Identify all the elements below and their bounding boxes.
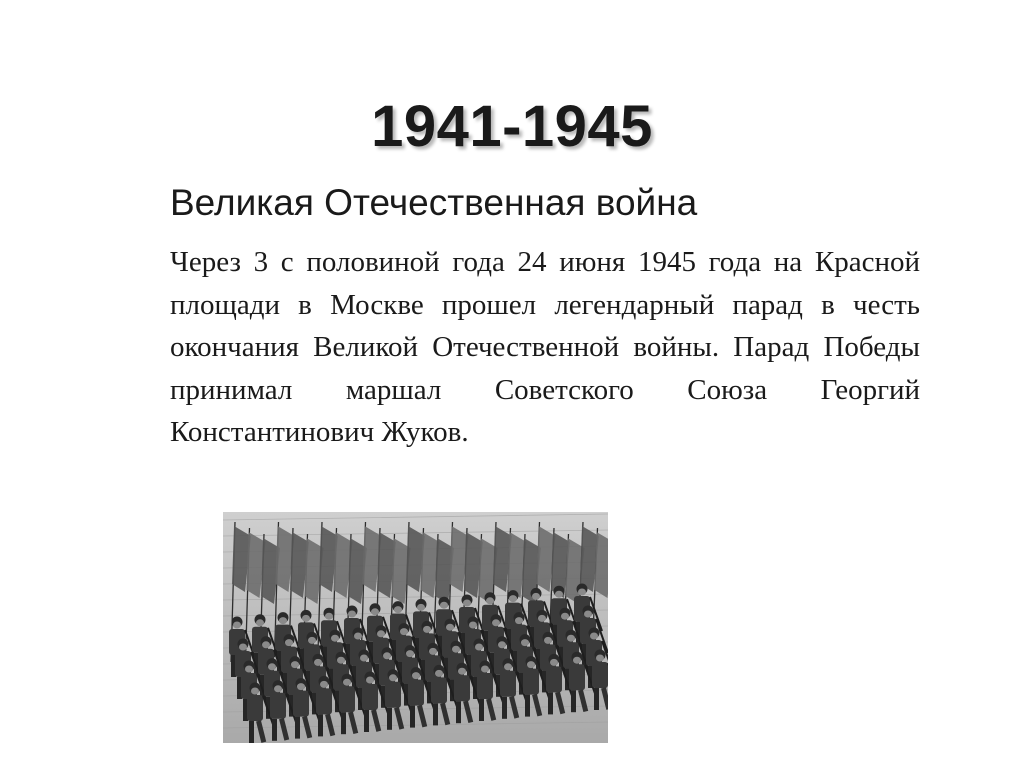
soldier-leg — [548, 692, 553, 714]
soldier-leg — [364, 710, 369, 732]
soldier-face — [239, 644, 247, 651]
slide-subtitle: Великая Отечественная война — [170, 182, 698, 223]
soldier-leg — [341, 712, 346, 734]
soldier-face — [377, 630, 385, 637]
soldier-body — [431, 677, 447, 703]
soldier-body — [500, 671, 516, 697]
soldier-face — [348, 611, 356, 618]
soldier-face — [256, 619, 264, 626]
soldier-face — [383, 652, 391, 659]
soldier-face — [429, 648, 437, 655]
soldier-leg — [387, 708, 392, 730]
soldier-face — [567, 635, 575, 642]
soldier-leg — [433, 703, 438, 725]
soldier-face — [509, 595, 517, 602]
soldier-face — [458, 668, 466, 675]
soldier-face — [550, 659, 558, 666]
soldier-face — [492, 619, 500, 626]
soldier-face — [544, 637, 552, 644]
victory-parade-photo — [223, 512, 608, 743]
soldier-face — [412, 672, 420, 679]
soldier-leg — [295, 717, 300, 739]
soldier-leg — [318, 714, 323, 736]
soldier-leg — [479, 699, 484, 721]
soldier-face — [504, 663, 512, 670]
soldier-face — [435, 670, 443, 677]
soldier-face — [527, 661, 535, 668]
soldier-body — [247, 695, 263, 721]
soldier-face — [262, 641, 270, 648]
soldier-body — [546, 666, 562, 692]
soldier-face — [354, 633, 362, 640]
slide-title: 1941-1945 — [371, 94, 653, 159]
soldier-leg — [272, 719, 277, 741]
soldier-face — [475, 644, 483, 651]
soldier-face — [268, 663, 276, 670]
soldier-face — [463, 600, 471, 607]
soldier-face — [366, 677, 374, 684]
soldier-face — [285, 639, 293, 646]
soldier-face — [481, 666, 489, 673]
soldier-face — [233, 622, 241, 629]
soldier-body — [569, 664, 585, 690]
soldier-face — [389, 674, 397, 681]
soldier-face — [394, 606, 402, 613]
soldier-face — [360, 655, 368, 662]
soldier-face — [561, 613, 569, 620]
soldier-face — [440, 602, 448, 609]
banner-flag — [595, 532, 609, 598]
soldier-face — [279, 617, 287, 624]
soldier-body — [362, 684, 378, 710]
soldier-face — [584, 611, 592, 618]
soldier-face — [314, 659, 322, 666]
soldier-face — [423, 626, 431, 633]
soldier-face — [573, 657, 581, 664]
soldier-body — [454, 675, 470, 701]
soldier-face — [274, 685, 282, 692]
soldier-face — [337, 657, 345, 664]
soldier-body — [408, 680, 424, 706]
soldier-leg — [410, 706, 415, 728]
soldier-leg — [525, 695, 530, 717]
parade-illustration — [223, 512, 608, 743]
soldier-face — [302, 615, 310, 622]
soldier-face — [417, 604, 425, 611]
soldier-body — [316, 688, 332, 714]
soldier-face — [469, 622, 477, 629]
soldier-face — [400, 628, 408, 635]
soldier-body — [592, 662, 608, 688]
soldier-face — [308, 637, 316, 644]
soldier-face — [486, 597, 494, 604]
soldier-body — [477, 673, 493, 699]
soldier-face — [452, 646, 460, 653]
soldier-face — [371, 608, 379, 615]
soldier-face — [555, 591, 563, 598]
soldier-face — [251, 688, 259, 695]
soldier-leg — [502, 697, 507, 719]
soldier-body — [339, 686, 355, 712]
soldier-leg — [456, 701, 461, 723]
soldier-body — [293, 691, 309, 717]
soldier-face — [343, 679, 351, 686]
soldier-face — [446, 624, 454, 631]
soldier-face — [406, 650, 414, 657]
soldier-face — [578, 589, 586, 596]
soldier-leg — [571, 690, 576, 712]
soldier-face — [297, 683, 305, 690]
soldier-face — [538, 615, 546, 622]
soldier-face — [291, 661, 299, 668]
soldier-face — [590, 633, 598, 640]
soldier-face — [245, 666, 253, 673]
slide-body-text: Через 3 с половиной года 24 июня 1945 года на Красной площади в Москве прошел легендарный парад в честь окончания Великой Отечественной войны. Парад Победы принимал маршал Советского Союза Георгий Константинович Жуков. — [170, 246, 920, 448]
soldier-face — [521, 639, 529, 646]
soldier-face — [325, 613, 333, 620]
soldier-face — [515, 617, 523, 624]
soldier-face — [331, 635, 339, 642]
soldier-face — [498, 641, 506, 648]
soldier-face — [320, 681, 328, 688]
soldier-face — [532, 593, 540, 600]
soldier-face — [596, 655, 604, 662]
soldier-body — [523, 669, 539, 695]
soldier-body — [385, 682, 401, 708]
soldier-body — [270, 693, 286, 719]
soldier-leg — [594, 688, 599, 710]
soldier-leg — [249, 721, 254, 743]
